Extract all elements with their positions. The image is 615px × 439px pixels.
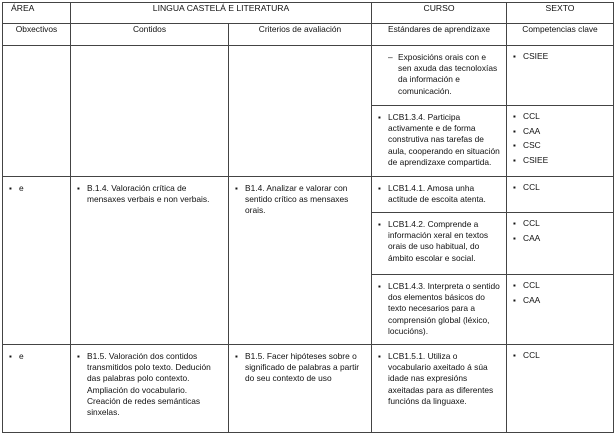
competence-list <box>507 345 613 368</box>
competence-list <box>507 106 613 172</box>
competence-item: ▪ CCL <box>513 182 609 197</box>
content-text: ▪ B1.5. Valoración dos contidos transmitidos polo texto. Dedución das palabras polo contexto. Ampliación do vocabulario. Creación de redes semánticas sinxelas. <box>71 345 228 422</box>
col-criteria: Criterios de avaliación <box>229 24 372 46</box>
col-objectives: Obxectivos <box>3 24 71 46</box>
course-value: SEXTO <box>507 3 614 24</box>
content-cell <box>71 177 229 345</box>
standard-text: ▪ LCB1.4.1. Amosa unha actitude de escoita atenta. <box>372 177 506 209</box>
subject-title: LINGUA CASTELÁ E LITERATURA <box>71 3 372 24</box>
criteria-cell <box>229 345 372 433</box>
standard-cell <box>372 46 507 106</box>
standard-text: ▪ LCB1.3.4. Participa activamente e de forma construtiva nas tarefas de aula, cooperando en situación de aprendizaxe compartida. <box>372 106 506 172</box>
standard-cell <box>372 345 507 433</box>
table-row <box>3 177 614 213</box>
criteria-cell <box>229 177 372 345</box>
objective-text: ▪ e <box>3 345 70 366</box>
competence-cell <box>507 177 614 213</box>
competence-list <box>507 213 613 250</box>
objective-cell <box>3 46 71 177</box>
curriculum-table <box>2 2 614 433</box>
competence-item: ▪ CSIEE <box>513 51 609 66</box>
competence-item: ▪ CSC <box>513 140 609 155</box>
standard-cell <box>372 177 507 213</box>
table-row <box>3 345 614 433</box>
competence-list <box>507 177 613 200</box>
competence-item: ▪ CCL <box>513 280 609 295</box>
criteria-text: ▪ B1.5. Facer hipóteses sobre o significado de palabras a partir do seu contexto de uso <box>229 345 371 389</box>
content-cell <box>71 345 229 433</box>
table-row <box>3 46 614 106</box>
competence-cell <box>507 275 614 345</box>
standard-cell <box>372 106 507 177</box>
competence-list <box>507 46 613 69</box>
competence-item: ▪ CCL <box>513 350 609 365</box>
standard-cell <box>372 213 507 275</box>
objective-cell <box>3 345 71 433</box>
criteria-cell <box>229 46 372 177</box>
standard-text: ▪ LCB1.5.1. Utiliza o vocabulario axeitado á súa idade nas expresións axeitadas para as diferentes funcións da linguaxe. <box>372 345 506 411</box>
competence-item: ▪ CAA <box>513 126 609 141</box>
content-text: ▪ B.1.4. Valoración crítica de mensaxes verbais e non verbais. <box>71 177 228 209</box>
competence-item: ▪ CCL <box>513 218 609 233</box>
column-header-row <box>3 24 614 46</box>
competence-cell <box>507 345 614 433</box>
standard-text: ▪ LCB1.4.2. Comprende a información xeral en textos orais de uso habitual, do ámbito escolar e social. <box>372 213 506 268</box>
col-competences: Competencias clave <box>507 24 614 46</box>
criteria-text: ▪ B1.4. Analizar e valorar con sentido crítico as mensaxes orais. <box>229 177 371 221</box>
standard-text: – Exposicións orais con e sen axuda das tecnoloxías da información e comunicación. <box>372 46 506 101</box>
area-label: ÁREA <box>3 3 71 24</box>
competence-cell <box>507 46 614 106</box>
course-label: CURSO <box>372 3 507 24</box>
standard-text: ▪ LCB1.4.3. Interpreta o sentido dos elementos básicos do texto necesarios para a comprensión global (léxico, locucións). <box>372 275 506 341</box>
competence-item: ▪ CAA <box>513 233 609 248</box>
col-standards: Estándares de aprendizaxe <box>372 24 507 46</box>
competence-list <box>507 275 613 312</box>
objective-cell <box>3 177 71 345</box>
competence-cell <box>507 106 614 177</box>
competence-cell <box>507 213 614 275</box>
competence-item: ▪ CCL <box>513 111 609 126</box>
header-row <box>3 3 614 24</box>
objective-text: ▪ e <box>3 177 70 198</box>
standard-cell <box>372 275 507 345</box>
content-cell <box>71 46 229 177</box>
col-contents: Contidos <box>71 24 229 46</box>
competence-item: ▪ CSIEE <box>513 155 609 170</box>
competence-item: ▪ CAA <box>513 295 609 310</box>
